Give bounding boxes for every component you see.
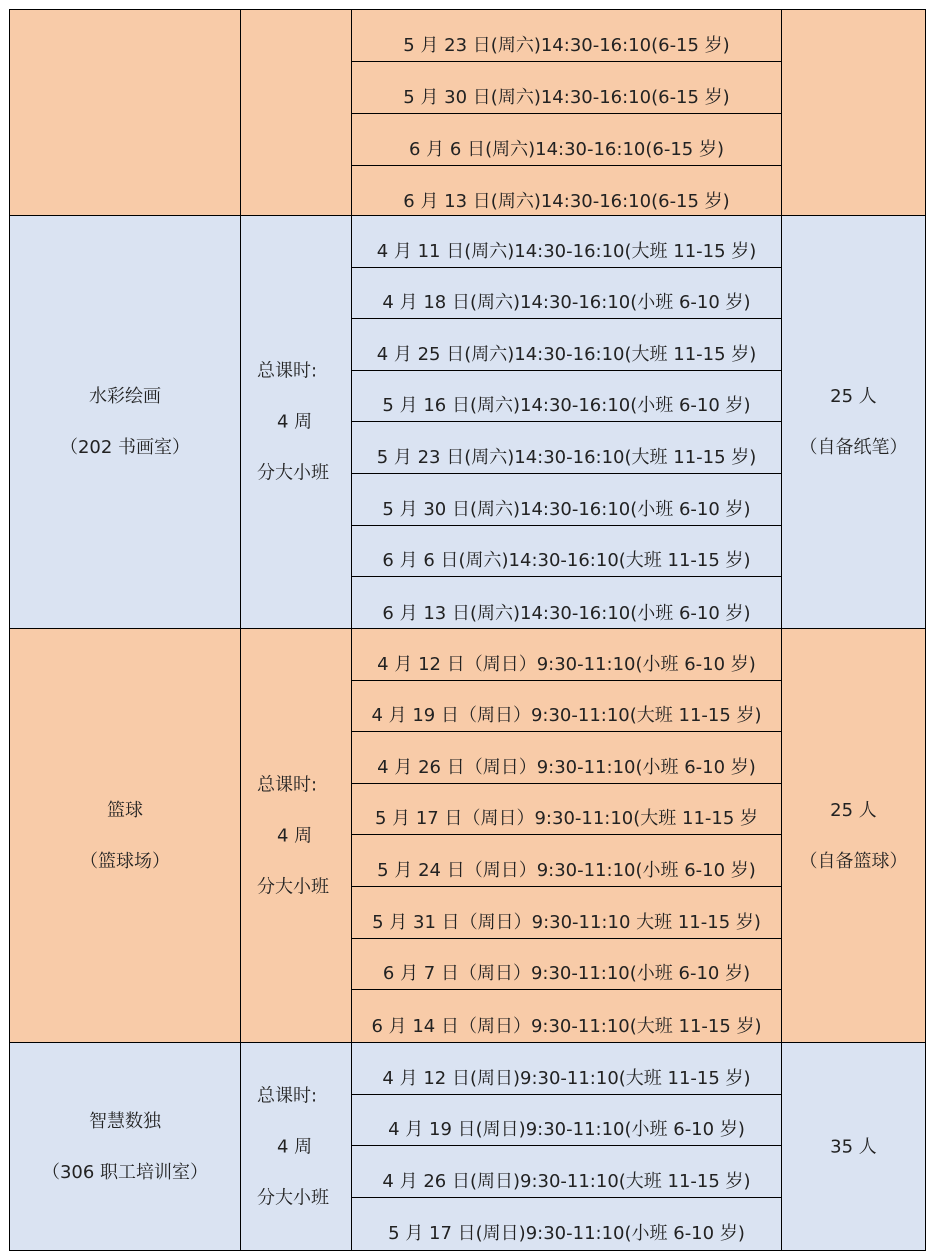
duration-class-split: 分大小班 — [257, 876, 329, 897]
duration-cell — [241, 629, 352, 1042]
capacity-note: （自备篮球） — [799, 850, 908, 872]
duration-cell — [241, 10, 352, 215]
duration-cell — [241, 216, 352, 628]
duration-weeks: 4 周 — [277, 1136, 313, 1157]
schedule-cell — [352, 10, 782, 215]
session-slot: 4 月 26 日（周日）9:30-11:10(小班 6-10 岁) — [352, 732, 781, 784]
session-slot: 6 月 7 日（周日）9:30-11:10(小班 6-10 岁) — [352, 939, 781, 991]
course-row-sudoku — [9, 1043, 926, 1251]
session-slot: 5 月 23 日(周六)14:30-16:10(6-15 岁) — [352, 10, 781, 62]
duration-weeks: 4 周 — [277, 411, 313, 433]
course-name: 智慧数独 — [89, 1110, 161, 1132]
schedule-cell — [352, 629, 782, 1042]
course-schedule-table — [9, 9, 926, 1251]
course-room: （篮球场） — [80, 850, 170, 872]
session-slot: 5 月 16 日(周六)14:30-16:10(小班 6-10 岁) — [352, 371, 781, 423]
session-slot: 6 月 14 日（周日）9:30-11:10(大班 11-15 岁) — [371, 1015, 762, 1037]
session-slot: 4 月 11 日(周六)14:30-16:10(大班 11-15 岁) — [352, 216, 781, 268]
duration-label: 总课时: — [257, 360, 318, 382]
session-slot: 5 月 17 日(周日)9:30-11:10(小班 6-10 岁) — [388, 1223, 745, 1245]
session-slot: 6 月 13 日(周六)14:30-16:10(6-15 岁) — [403, 191, 730, 212]
course-name: 水彩绘画 — [89, 386, 161, 407]
session-slot: 4 月 26 日(周日)9:30-11:10(大班 11-15 岁) — [352, 1146, 781, 1198]
session-slot: 5 月 30 日(周六)14:30-16:10(小班 6-10 岁) — [352, 474, 781, 526]
course-name: 篮球 — [107, 799, 143, 821]
duration-label: 总课时: — [257, 1085, 318, 1106]
session-slot: 4 月 19 日(周日)9:30-11:10(小班 6-10 岁) — [352, 1095, 781, 1147]
session-slot: 4 月 25 日(周六)14:30-16:10(大班 11-15 岁) — [352, 319, 781, 371]
capacity-cell — [782, 1043, 925, 1250]
course-room: （306 职工培训室） — [41, 1161, 209, 1183]
session-slot: 4 月 19 日（周日）9:30-11:10(大班 11-15 岁) — [352, 681, 781, 733]
capacity-cell — [782, 629, 925, 1042]
capacity-count: 35 人 — [830, 1136, 877, 1157]
course-row-watercolor — [9, 216, 926, 629]
course-room: （202 书画室） — [59, 437, 191, 458]
course-name-cell — [10, 629, 241, 1042]
course-row-basketball — [9, 629, 926, 1043]
session-slot: 4 月 18 日(周六)14:30-16:10(小班 6-10 岁) — [352, 268, 781, 320]
capacity-cell — [782, 216, 925, 628]
duration-class-split: 分大小班 — [257, 462, 329, 484]
session-slot: 5 月 31 日（周日）9:30-11:10 大班 11-15 岁) — [352, 887, 781, 939]
course-row-continued — [9, 9, 926, 216]
course-name-cell — [10, 216, 241, 628]
session-slot: 5 月 24 日（周日）9:30-11:10(小班 6-10 岁) — [352, 835, 781, 887]
session-slot: 4 月 12 日(周日)9:30-11:10(大班 11-15 岁) — [352, 1043, 781, 1095]
duration-label: 总课时: — [257, 774, 318, 795]
session-slot: 6 月 6 日(周六)14:30-16:10(大班 11-15 岁) — [352, 526, 781, 578]
schedule-cell — [352, 1043, 782, 1250]
course-name-cell — [10, 1043, 241, 1250]
session-slot: 6 月 13 日(周六)14:30-16:10(小班 6-10 岁) — [382, 602, 751, 624]
capacity-count: 25 人 — [830, 386, 877, 407]
schedule-cell — [352, 216, 782, 628]
session-slot: 6 月 6 日(周六)14:30-16:10(6-15 岁) — [352, 114, 781, 166]
course-name-cell — [10, 10, 241, 215]
session-slot: 5 月 17 日（周日）9:30-11:10(大班 11-15 岁 — [352, 784, 781, 836]
duration-weeks: 4 周 — [277, 825, 313, 846]
duration-class-split: 分大小班 — [257, 1187, 329, 1208]
capacity-cell — [782, 10, 925, 215]
session-slot: 4 月 12 日（周日）9:30-11:10(小班 6-10 岁) — [352, 629, 781, 681]
duration-cell — [241, 1043, 352, 1250]
capacity-note: （自备纸笔） — [799, 437, 908, 458]
session-slot: 5 月 23 日(周六)14:30-16:10(大班 11-15 岁) — [352, 422, 781, 474]
capacity-count: 25 人 — [830, 799, 877, 821]
session-slot: 5 月 30 日(周六)14:30-16:10(6-15 岁) — [352, 62, 781, 114]
